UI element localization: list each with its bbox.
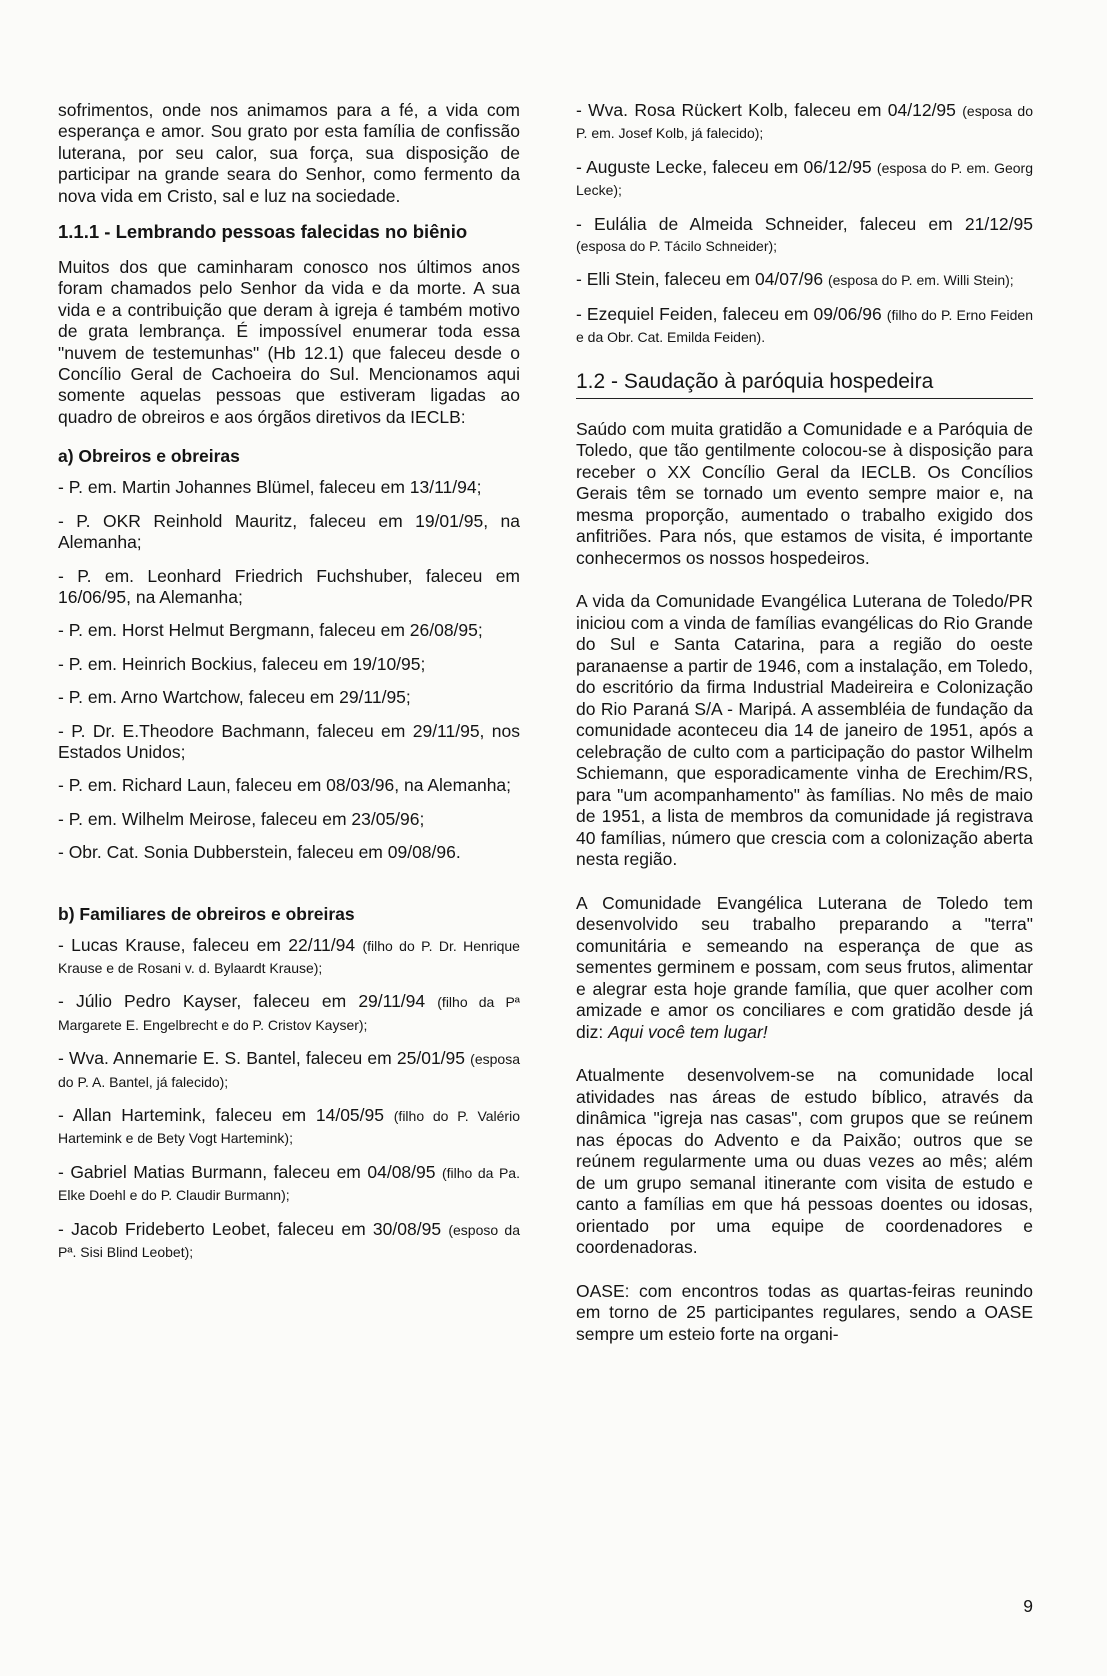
list-item: - P. em. Arno Wartchow, faleceu em 29/11/95; bbox=[58, 687, 411, 708]
list-item: - P. em. Martin Johannes Blümel, faleceu em 13/11/94; bbox=[58, 477, 482, 498]
paragraph-atividades: Atualmente desenvolvem-se na comunidade local atividades nas áreas de estudo bíblico, através da dinâmica "igreja nas casas", com grupos que se reúnem nas épocas do Advento e da Paixão; outros que se reúnem regularmente uma ou duas vezes ao mês; além de um grupo semanal itinerante com visita de estudo e canto a famílias em que há pessoas doentes ou idosas, orientado por uma equipe de coordenadores e coordenadoras. bbox=[576, 1065, 1033, 1258]
list-item: - Wva. Annemarie E. S. Bantel, faleceu em 25/01/95 (esposa do P. A. Bantel, já falecido); bbox=[58, 1048, 520, 1090]
list-item: - P. em. Wilhelm Meirose, faleceu em 23/05/96; bbox=[58, 808, 425, 829]
list-item: - P. em. Leonhard Friedrich Fuchshuber, faleceu em 16/06/95, na Alemanha; bbox=[58, 565, 520, 607]
intro-paragraph: sofrimentos, onde nos animamos para a fé, a vida com esperança e amor. Sou grato por esta família de confissão luterana, por seu calor, sua força, sua disposição de participar na grande seara do Senhor, como fermento da nova vida em Cristo, sal e luz na sociedade. bbox=[58, 100, 520, 206]
right-column bbox=[576, 100, 1033, 1357]
familiares-list bbox=[58, 935, 520, 1264]
subhead-familiares: b) Familiares de obreiros e obreiras bbox=[58, 903, 355, 924]
list-item: - Eulália de Almeida Schneider, faleceu em 21/12/95 (esposa do P. Tácilo Schneider); bbox=[576, 213, 1033, 255]
list-item: - Gabriel Matias Burmann, faleceu em 04/08/95 (filho da Pa. Elke Doehl e do P. Claudir Burmann); bbox=[58, 1161, 520, 1204]
paragraph-saudacao: Saúdo com muita gratidão a Comunidade e a Paróquia de Toledo, que tão gentilmente colocou-se à disposição para receber o XX Concílio Geral da IECLB. Os Concílios Gerais têm se tornado um evento sempre maior e, na mesma proporção, aumentado o trabalho exigido dos anfitriões. Para nós, que estamos de visita, é importante conhecermos os nossos hospedeiros. bbox=[576, 418, 1033, 568]
list-item: - Júlio Pedro Kayser, faleceu em 29/11/94 (filho da Pª Margarete E. Engelbrecht e do P. Cristov Kayser); bbox=[58, 991, 520, 1033]
section-title-1-2: 1.2 - Saudação à paróquia hospedeira bbox=[576, 369, 1033, 399]
paragraph-historia: A vida da Comunidade Evangélica Luterana de Toledo/PR iniciou com a vinda de famílias evangélicas do Rio Grande do Sul e Santa Catarina, para a região do oeste paranaense a partir de 1946, com a instalação, em Toledo, do escritório da firma Industrial Madeireira e Colonização do Rio Paraná S/A - Maripá. A assembléia de fundação da comunidade aconteceu dia 14 de janeiro de 1951, após a celebração de culto com a participação do pastor Wilhelm Schiemann, que esporadicamente vinha de Erechim/RS, para "um acompanhamento" às famílias. No mês de maio de 1951, a lista de membros da comunidade já registrava 40 famílias, número que crescia com a colonização aberta nesta região. bbox=[576, 591, 1033, 870]
obreiros-list bbox=[58, 477, 520, 863]
list-item: - P. em. Richard Laun, faleceu em 08/03/96, na Alemanha; bbox=[58, 775, 512, 796]
list-item: - P. em. Horst Helmut Bergmann, faleceu em 26/08/95; bbox=[58, 620, 483, 641]
familiares-list-continued bbox=[576, 100, 1033, 349]
list-item: - Jacob Frideberto Leobet, faleceu em 30/08/95 (esposo da Pª. Sisi Blind Leobet); bbox=[58, 1218, 520, 1261]
page-number: 9 bbox=[1023, 1596, 1033, 1616]
paragraph-comunidade: A Comunidade Evangélica Luterana de Toledo tem desenvolvido seu trabalho preparando a "terra" comunitária e semeando na esperança de que as sementes germinem e possam, com seus frutos, alimentar e alegrar esta hoje grande família, que quer acolher com amizade e amor os conciliares e com gratidão desde já diz: Aqui você tem lugar! bbox=[576, 892, 1033, 1042]
list-item: - Wva. Rosa Rückert Kolb, faleceu em 04/12/95 (esposa do P. em. Josef Kolb, já falecido); bbox=[576, 100, 1033, 142]
list-item: - Ezequiel Feiden, faleceu em 09/06/96 (filho do P. Erno Feiden e da Obr. Cat. Emilda Feiden). bbox=[576, 303, 1033, 346]
list-item: - P. OKR Reinhold Mauritz, faleceu em 19/01/95, na Alemanha; bbox=[58, 510, 520, 553]
list-item: - P. Dr. E.Theodore Bachmann, faleceu em 29/11/95, nos Estados Unidos; bbox=[58, 720, 520, 762]
list-item: - P. em. Heinrich Bockius, faleceu em 19/10/95; bbox=[58, 653, 426, 674]
list-item: - Allan Hartemink, faleceu em 14/05/95 (filho do P. Valério Hartemink e de Bety Vogt Hartemink); bbox=[58, 1105, 520, 1147]
body-paragraph: Muitos dos que caminharam conosco nos últimos anos foram chamados pelo Senhor da vida e da morte. A sua vida e a contribuição que deram à igreja é também motivo de grata lembrança. É impossível enumerar toda essa "nuvem de testemunhas" (Hb 12.1) que faleceu desde o Concílio Geral de Cachoeira do Sul. Mencionamos aqui somente aquelas pessoas que estiveram ligadas ao quadro de obreiros e aos órgãos diretivos da IECLB: bbox=[58, 257, 520, 427]
list-item: - Lucas Krause, faleceu em 22/11/94 (filho do P. Dr. Henrique Krause e de Rosani v. d. Bylaardt Krause); bbox=[58, 934, 520, 976]
list-item: - Obr. Cat. Sonia Dubberstein, faleceu em 09/08/96. bbox=[58, 842, 461, 863]
section-heading-1-1-1: 1.1.1 - Lembrando pessoas falecidas no biênio bbox=[58, 221, 468, 243]
paragraph-oase: OASE: com encontros todas as quartas-feiras reunindo em torno de 25 participantes regulares, sendo a OASE sempre um esteio forte na organi- bbox=[576, 1280, 1033, 1344]
list-item: - Elli Stein, faleceu em 04/07/96 (esposa do P. em. Willi Stein); bbox=[576, 269, 1014, 290]
subhead-obreiros: a) Obreiros e obreiras bbox=[58, 446, 240, 467]
left-column bbox=[58, 100, 520, 1275]
list-item: - Auguste Lecke, faleceu em 06/12/95 (esposa do P. em. Georg Lecke); bbox=[576, 156, 1033, 199]
